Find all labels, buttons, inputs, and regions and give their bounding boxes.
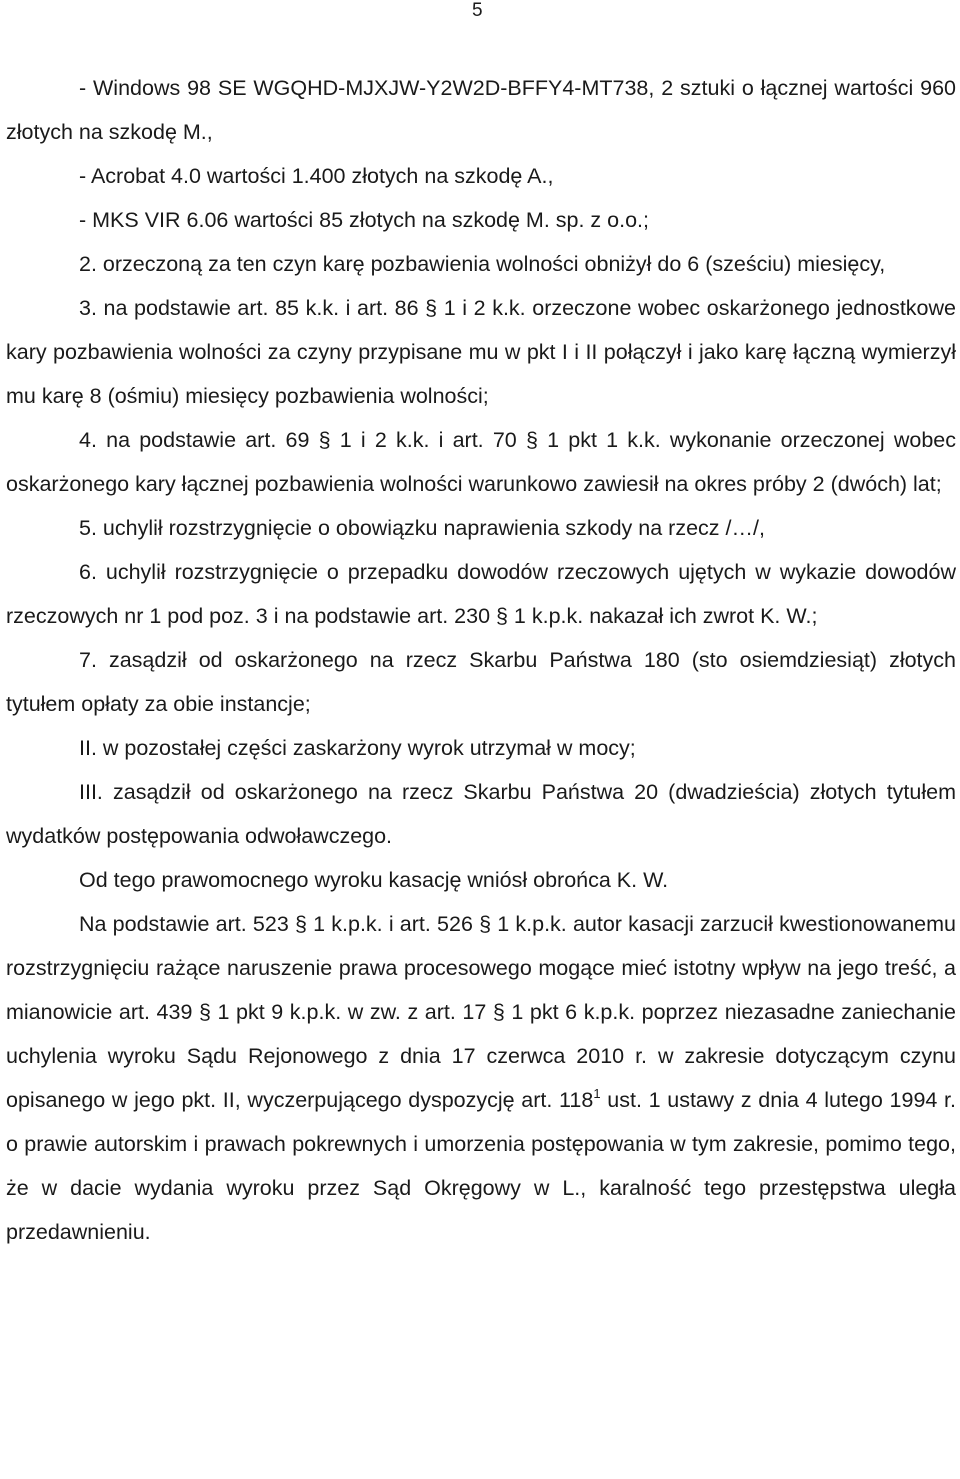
document-body — [6, 66, 956, 1254]
point-3: 3. na podstawie art. 85 k.k. i art. 86 § 1 i 2 k.k. orzeczone wobec oskarżonego jednostkowe kary pozbawienia wolności za czyny przypisane mu w pkt I i II połączył i jako karę łączną wymierzył mu karę 8 (ośmiu) miesięcy pozbawienia wolności; — [6, 296, 956, 408]
point-2: 2. orzeczoną za ten czyn karę pozbawienia wolności obniżył do 6 (sześciu) miesięcy, — [79, 252, 886, 276]
cassation-charge-text-before: Na podstawie art. 523 § 1 k.p.k. i art. 526 § 1 k.p.k. autor kasacji zarzucił kwestionowanemu rozstrzygnięciu rażące naruszenie prawa procesowego mogące mieć istotny wpływ na jego treść, a mianowicie art. 439 § 1 pkt 9 k.p.k. w zw. z art. 17 § 1 pkt 6 k.p.k. poprzez niezasadne zaniechanie uchylenia wyroku Sądu Rejonowego z dnia 17 czerwca 2010 r. w zakresie dotyczącym czynu opisanego w jego pkt. II, wyczerpującego dyspozycję art. 118 — [6, 912, 956, 1112]
item-windows: - Windows 98 SE WGQHD-MJXJW-Y2W2D-BFFY4-MT738, 2 sztuki o łącznej wartości 960 złotych na szkodę M., — [6, 76, 956, 144]
section-ii: II. w pozostałej części zaskarżony wyrok utrzymał w mocy; — [79, 736, 636, 760]
point-5: 5. uchylił rozstrzygnięcie o obowiązku naprawienia szkody na rzecz /…/, — [79, 516, 765, 540]
cassation-charge-text-after: ust. 1 ustawy z dnia 4 lutego 1994 r. o prawie autorskim i prawach pokrewnych i umorzenia postępowania w tym zakresie, pomimo tego, że w dacie wydania wyroku przez Sąd Okręgowy w L., karalność tego przestępstwa uległa przedawnieniu. — [6, 1088, 957, 1244]
point-7: 7. zasądził od oskarżonego na rzecz Skarbu Państwa 180 (sto osiemdziesiąt) złotych tytułem opłaty za obie instancje; — [6, 648, 956, 716]
point-4: 4. na podstawie art. 69 § 1 i 2 k.k. i art. 70 § 1 pkt 1 k.k. wykonanie orzeczonej wobec oskarżonego kary łącznej pozbawienia wolności warunkowo zawiesił na okres próby 2 (dwóch) lat; — [6, 428, 956, 496]
page-number: 5 — [472, 0, 483, 21]
point-6: 6. uchylił rozstrzygnięcie o przepadku dowodów rzeczowych ujętych w wykazie dowodów rzeczowych nr 1 pod poz. 3 i na podstawie art. 230 § 1 k.p.k. nakazał ich zwrot K. W.; — [6, 560, 956, 628]
item-acrobat: - Acrobat 4.0 wartości 1.400 złotych na szkodę A., — [79, 164, 554, 188]
item-mks-vir: - MKS VIR 6.06 wartości 85 złotych na szkodę M. sp. z o.o.; — [79, 208, 649, 232]
cassation-intro: Od tego prawomocnego wyroku kasację wniósł obrońca K. W. — [79, 868, 669, 892]
article-superscript: 1 — [593, 1086, 601, 1101]
section-iii: III. zasądził od oskarżonego na rzecz Skarbu Państwa 20 (dwadzieścia) złotych tytułem wydatków postępowania odwoławczego. — [6, 780, 956, 848]
cassation-charge — [6, 902, 956, 1254]
